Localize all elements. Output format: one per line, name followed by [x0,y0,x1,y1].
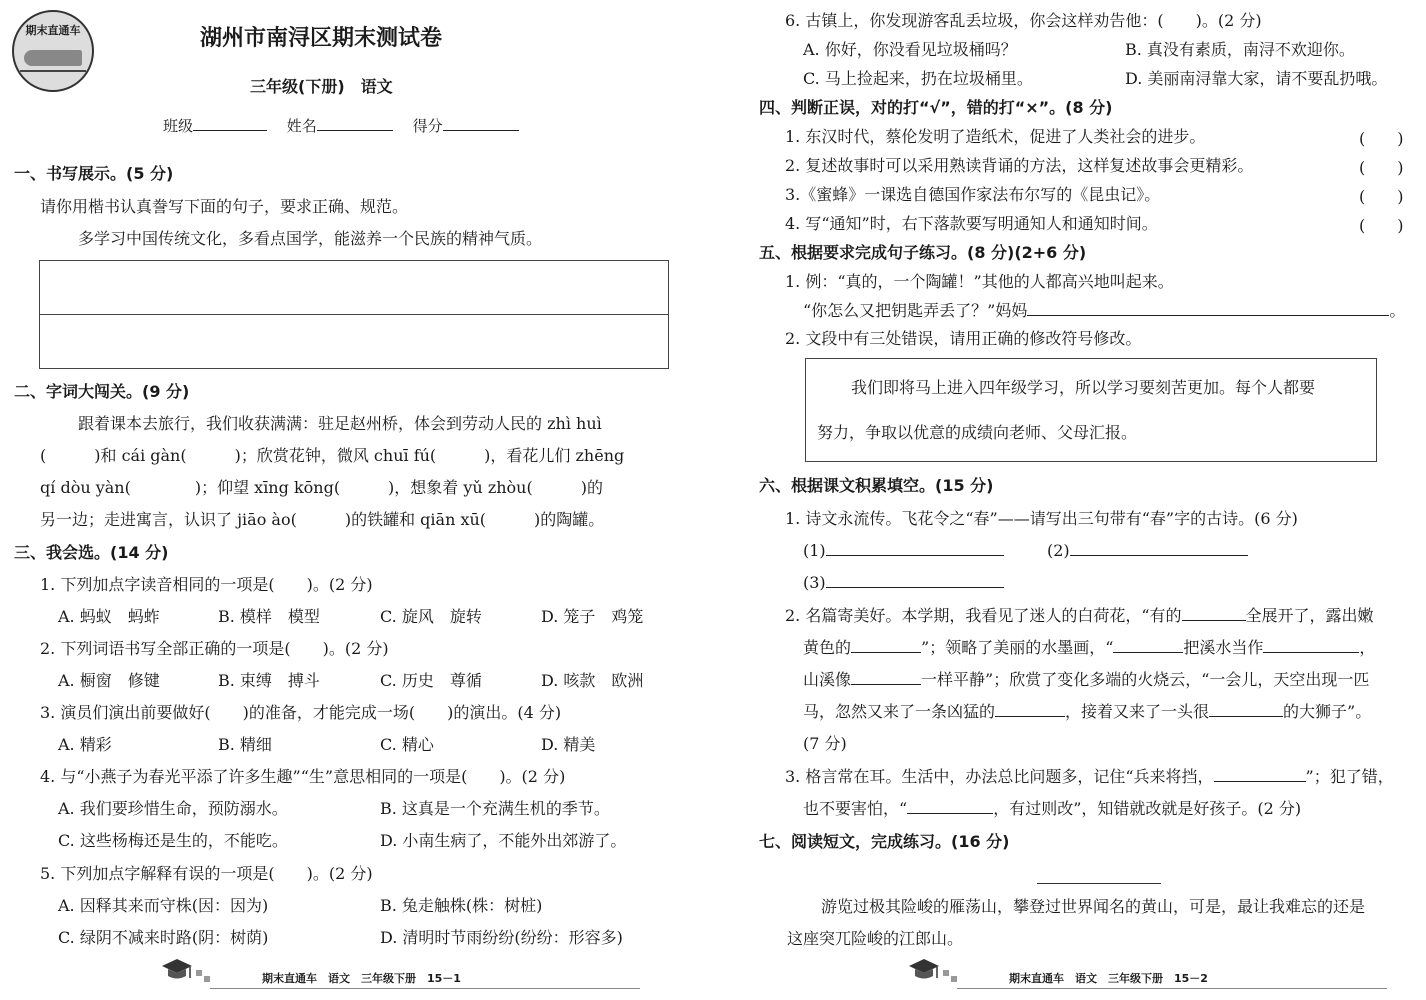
correction-box [805,358,1377,462]
question-5: 5. 下列加点字解释有误的一项是( )。(2 分) [40,864,373,883]
sentence-q1-text: “你怎么又把钥匙弄丢了？”妈妈 [803,301,1028,320]
fill-q2-text-e2: ，接着又来了一头很 [1065,702,1210,721]
page-title: 湖州市南浔区期末测试卷 [200,26,443,51]
footer-label: 期末直通车 语文 三年级下册 15－2 [1009,972,1208,985]
section-6-heading: 六、根据课文积累填空。(15 分) [759,476,994,495]
poem-answer-1[interactable] [826,541,1004,556]
q6-option-a[interactable]: A. 你好，你没看见垃圾桶吗？ [803,40,1017,59]
fill-q2-line-2 [803,637,1375,659]
footer-decoration [951,976,957,982]
judge-answer-4[interactable]: ( ) [1359,216,1404,235]
fill-q3-text-b1: 也不要害怕，“ [803,799,908,818]
section-2-line-1: 跟着课本去旅行，我们收获满满：驻足赵州桥，体会到劳动人民的 zhì huì [78,414,602,433]
class-field[interactable] [193,116,267,131]
poem-line-3 [803,572,1004,594]
class-label: 班级 [163,117,194,135]
fill-q3-text-a: 3. 格言常在耳。生活中，办法总比问题多，记住“兵来将挡， [785,767,1214,786]
fill-q3-line-1 [785,766,1394,788]
q2-option-d[interactable]: D. 咳款 欧洲 [541,671,644,690]
fill-blank-7[interactable] [1209,702,1283,717]
judge-answer-3[interactable]: ( ) [1359,187,1404,206]
footer-decoration [196,970,202,976]
q6-option-c[interactable]: C. 马上捡起来，扔在垃圾桶里。 [803,69,1033,88]
q4-option-b[interactable]: B. 这真是一个充满生机的季节。 [380,799,610,818]
poem-number-1: (1) [803,541,826,560]
fill-q2-text-e3: 的大狮子”。 [1283,702,1372,721]
q5-option-c[interactable]: C. 绿阴不减来时路(阴：树荫) [58,928,269,947]
graduation-cap-icon [160,956,194,984]
rail-icon [20,70,86,72]
fill-q2-text-a2: 全展开了，露出嫩 [1245,606,1374,625]
section-1-heading: 一、书写展示。(5 分) [14,164,174,183]
section-1-instruction: 请你用楷书认真誊写下面的句子，要求正确、规范。 [40,197,409,216]
footer-decoration [204,976,210,982]
fill-blank-5[interactable] [851,670,921,685]
fill-q3-line-2 [803,798,1301,820]
fill-q3-text-b2: ，有过则改”，知错就改就是好孩子。(2 分) [993,799,1302,818]
fill-blank-9[interactable] [907,799,993,814]
fill-blank-8[interactable] [1214,767,1306,782]
q6-option-b[interactable]: B. 真没有素质，南浔不欢迎你。 [1125,40,1355,59]
train-icon [24,50,82,66]
name-field[interactable] [317,116,393,131]
q5-option-d[interactable]: D. 清明时节雨纷纷(纷纷：形容多) [380,928,623,947]
poem-answer-2[interactable] [1070,541,1248,556]
q1-option-d[interactable]: D. 笼子 鸡笼 [541,607,644,626]
q3-option-b[interactable]: B. 精细 [218,735,272,754]
fill-blank-1[interactable] [1182,606,1246,621]
graduation-cap-icon [907,956,941,984]
poem-line-1 [803,540,1004,562]
fill-q2-text-d1: 山溪像 [803,670,852,689]
judge-item-1: 1. 东汉时代，蔡伦发明了造纸术，促进了人类社会的进步。 [785,127,1206,146]
poem-answer-3[interactable] [826,573,1004,588]
reading-title-blank[interactable] [1037,883,1161,884]
section-3-heading: 三、我会选。(14 分) [14,543,169,562]
judge-item-2: 2. 复述故事时可以采用熟读背诵的方法，这样复述故事会更精彩。 [785,156,1254,175]
question-6: 6. 古镇上，你发现游客乱丢垃圾，你会这样劝告他：( )。(2 分) [785,11,1262,30]
logo-text: 期末直通车 [25,24,81,37]
sentence-q1-prompt [803,300,1405,322]
info-line [163,115,519,137]
poem-question: 1. 诗文永流传。飞花令之“春”——请写出三句带有“春”字的古诗。(6 分) [785,509,1298,528]
fill-q2-text-b2: ”；领略了美丽的水墨画，“ [921,638,1114,657]
question-3: 3. 演员们演出前要做好( )的准备，才能完成一场( )的演出。(4 分) [40,703,562,722]
footer-label: 期末直通车 语文 三年级下册 15－1 [262,972,461,985]
footer-line [210,988,640,989]
q1-option-a[interactable]: A. 蚂蚁 蚂蚱 [58,607,160,626]
section-1-sentence: 多学习中国传统文化，多看点国学，能滋养一个民族的精神气质。 [78,229,543,248]
judge-answer-2[interactable]: ( ) [1359,158,1404,177]
footer-decoration [943,970,949,976]
page-subtitle: 三年级(下册) 语文 [250,77,393,96]
q3-option-d[interactable]: D. 精美 [541,735,596,754]
question-1: 1. 下列加点字读音相同的一项是( )。(2 分) [40,575,373,594]
fill-q2-text-c1: ， [1359,638,1376,657]
sentence-q1: 1. 例：“真的，一个陶罐！”其他的人都高兴地叫起来。 [785,272,1174,291]
fill-q2-line-1 [785,605,1374,627]
q3-option-c[interactable]: C. 精心 [380,735,434,754]
q3-option-a[interactable]: A. 精彩 [58,735,112,754]
section-2-line-3: qí dòu yàn( )；仰望 xīng kōng( )，想象着 yǔ zhòu( )的 [40,478,603,497]
q2-option-b[interactable]: B. 束缚 搏斗 [218,671,320,690]
q5-option-b[interactable]: B. 兔走触株(株：树桩) [380,896,543,915]
section-2-heading: 二、字词大闯关。(9 分) [14,382,190,401]
footer-line [957,988,1387,989]
fill-q3-text-a2: ”；犯了错， [1305,767,1394,786]
q1-option-b[interactable]: B. 模样 模型 [218,607,320,626]
fill-q2-text-a: 2. 名篇寄美好。本学期，我看见了迷人的白荷花，“有的 [785,606,1182,625]
writing-box-divider [40,314,668,315]
question-2: 2. 下列词语书写全部正确的一项是( )。(2 分) [40,639,389,658]
fill-q2-text-e1: 马，忽然又来了一条凶猛的 [803,702,996,721]
q1-option-c[interactable]: C. 旋风 旋转 [380,607,482,626]
section-2-line-2: ( )和 cái gàn( )；欣赏花钟，微风 chuī fú( )，看花儿们 zhēng [40,446,625,465]
score-label: 得分 [412,117,443,135]
question-4: 4. 与“小燕子为春光平添了许多生趣”“生”意思相同的一项是( )。(2 分) [40,767,566,786]
fill-blank-2[interactable] [851,638,921,653]
poem-number-3: (3) [803,573,826,592]
q2-option-c[interactable]: C. 历史 尊循 [380,671,482,690]
fill-blank-6[interactable] [995,702,1065,717]
section-2-line-4: 另一边；走进寓言，认识了 jiāo ào( )的铁罐和 qiān xū( )的陶罐。 [40,510,605,529]
judge-item-3: 3.《蜜蜂》一课选自德国作家法布尔写的《昆虫记》。 [785,185,1161,204]
fill-q2-text-d2: 一样平静”；欣赏了变化多端的火烧云，“一会儿，天空出现一匹 [921,670,1370,689]
judge-answer-1[interactable]: ( ) [1359,129,1404,148]
poem-line-2 [1047,540,1248,562]
name-label: 姓名 [286,117,317,135]
q6-option-d[interactable]: D. 美丽南浔靠大家，请不要乱扔哦。 [1125,69,1388,88]
fill-q2-points: (7 分) [803,734,847,753]
fill-q2-line-4 [803,701,1371,723]
right-page [713,0,1426,1000]
poem-number-2: (2) [1047,541,1070,560]
q2-option-a[interactable]: A. 橱窗 修键 [58,671,160,690]
fill-q2-line-3 [803,669,1369,691]
q4-option-c[interactable]: C. 这些杨梅还是生的，不能吃。 [58,831,288,850]
section-4-heading: 四、判断正误，对的打“√”，错的打“×”。(8 分) [759,98,1113,117]
reading-paragraph-2: 这座突兀险峻的江郎山。 [787,929,964,948]
section-5-heading: 五、根据要求完成句子练习。(8 分)(2+6 分) [759,243,1087,262]
sentence-q1-answer[interactable] [1027,301,1389,316]
logo-badge [12,10,94,92]
judge-item-4: 4. 写“通知”时，右下落款要写明通知人和通知时间。 [785,214,1158,233]
correction-line-2[interactable]: 努力，争取以优意的成绩向老师、父母汇报。 [817,423,1138,442]
q4-option-d[interactable]: D. 小南生病了，不能外出郊游了。 [380,831,627,850]
section-7-heading: 七、阅读短文，完成练习。(16 分) [759,832,1010,851]
score-field[interactable] [443,116,519,131]
fill-q2-text-b3: 把溪水当作 [1183,638,1264,657]
fill-blank-4[interactable] [1263,638,1359,653]
correction-line-1[interactable]: 我们即将马上进入四年级学习，所以学习要刻苦更加。每个人都要 [851,378,1316,397]
fill-q2-text-b1: 黄色的 [803,638,852,657]
q5-option-a[interactable]: A. 因释其来而守株(因：因为) [58,896,269,915]
sentence-q1-end: 。 [1389,301,1406,320]
fill-blank-3[interactable] [1113,638,1183,653]
sentence-q2: 2. 文段中有三处错误，请用正确的修改符号修改。 [785,329,1142,348]
q4-option-a[interactable]: A. 我们要珍惜生命，预防溺水。 [58,799,288,818]
reading-paragraph-1: 游览过极其险峻的雁荡山，攀登过世界闻名的黄山，可是，最让我难忘的还是 [821,897,1366,916]
